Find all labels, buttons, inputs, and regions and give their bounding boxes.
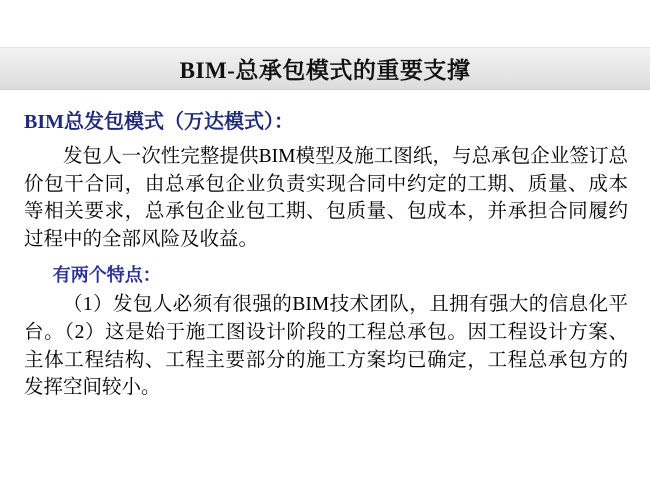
slide-title: BIM-总承包模式的重要支撑	[179, 58, 471, 83]
slide-body	[0, 110, 650, 402]
body-paragraph-2: （1）发包人必须有很强的BIM技术团队，且拥有强大的信息化平台。（2）这是始于施工图设计阶段的工程总承包。因工程设计方案、主体工程结构、工程主要部分的施工方案均已确定，工程总承包方的发挥空间较小。	[24, 294, 628, 399]
body-paragraph-1: 发包人一次性完整提供BIM模型及施工图纸，与总承包企业签订总价包干合同，由总承包企业负责实现合同中约定的工期、质量、成本等相关要求，总承包企业包工期、包质量、包成本，并承担合同履约过程中的全部风险及收益。	[24, 146, 628, 251]
slide-title-band	[0, 47, 650, 90]
body-heading: BIM总发包模式（万达模式）：	[24, 111, 294, 133]
body-sub-heading: 有两个特点：	[52, 264, 161, 285]
